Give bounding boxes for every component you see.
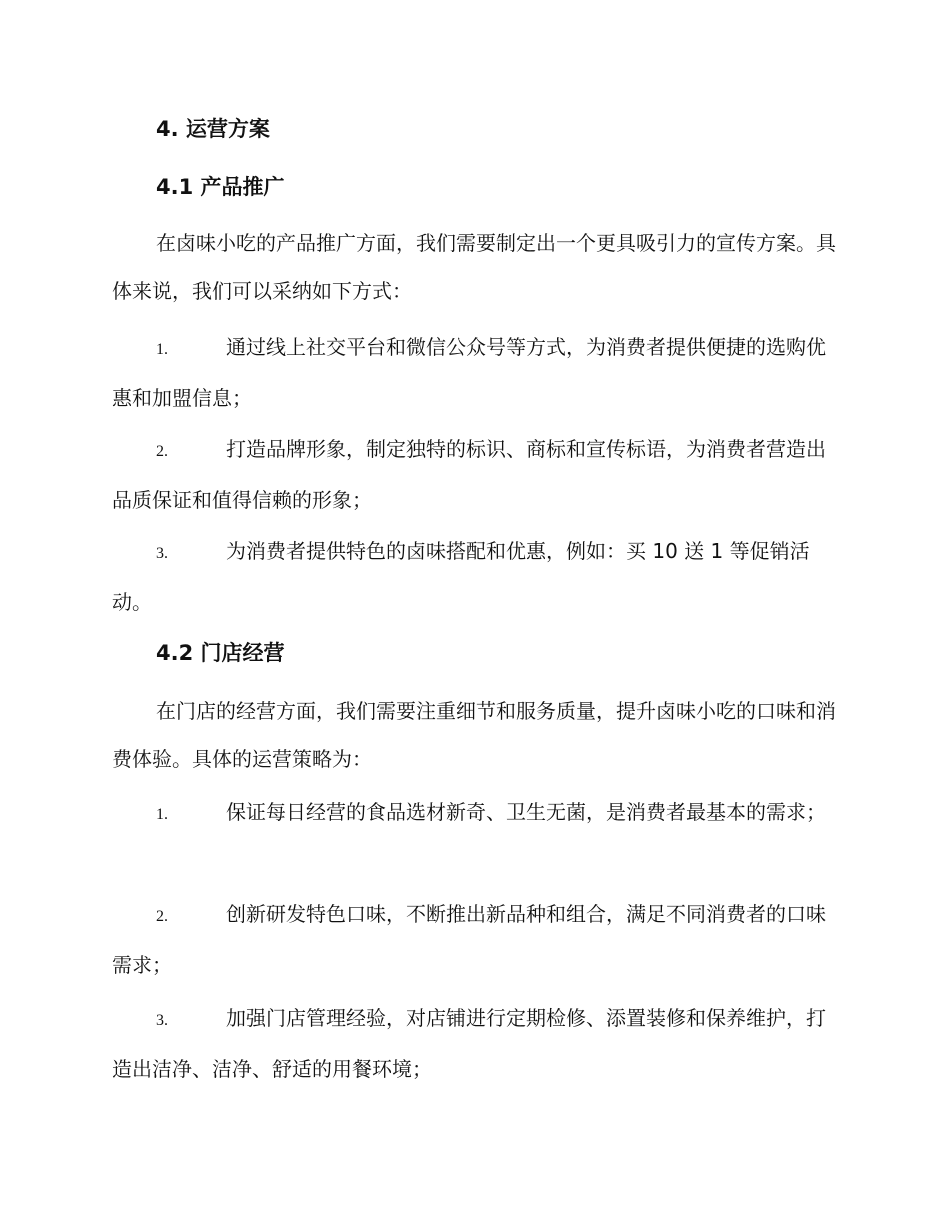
- list-item-text: 创新研发特色口味，不断推出新品种和组合，满足不同消费者的口味需求；: [112, 902, 826, 977]
- list-item: [112, 788, 842, 839]
- list-item-number: 2.: [156, 443, 168, 460]
- section-title: 4. 运营方案: [156, 117, 270, 141]
- list-item-number: 3.: [156, 1012, 168, 1029]
- list-item-number: 1.: [156, 806, 168, 823]
- list-item-text: 加强门店管理经验，对店铺进行定期检修、添置装修和保养维护，打造出洁净、洁净、舒适的用餐环境；: [112, 1006, 826, 1081]
- list-item-number: 3.: [156, 545, 168, 562]
- list-item-text: 通过线上社交平台和微信公众号等方式，为消费者提供便捷的选购优惠和加盟信息；: [112, 335, 826, 410]
- list-item: [112, 425, 842, 524]
- list-item-number: 1.: [156, 341, 168, 358]
- list-item-text: 保证每日经营的食品选材新奇、卫生无菌，是消费者最基本的需求；: [226, 800, 826, 824]
- list-item: [112, 527, 842, 626]
- list-item-number: 2.: [156, 908, 168, 925]
- list-item: [112, 890, 842, 989]
- paragraph-store-operations-intro: 在门店的经营方面，我们需要注重细节和服务质量，提升卤味小吃的口味和消费体验。具体的运营策略为：: [112, 699, 836, 771]
- list-item-text: 打造品牌形象，制定独特的标识、商标和宣传标语，为消费者营造出品质保证和值得信赖的形象；: [112, 437, 826, 512]
- subsection-title-store-operations: 4.2 门店经营: [156, 641, 285, 665]
- list-item: [112, 323, 842, 422]
- list-item: [112, 994, 842, 1093]
- subsection-title-product-promotion: 4.1 产品推广: [156, 175, 285, 199]
- paragraph-product-promotion-intro: 在卤味小吃的产品推广方面，我们需要制定出一个更具吸引力的宣传方案。具体来说，我们可以采纳如下方式：: [112, 231, 836, 303]
- list-item-text: 为消费者提供特色的卤味搭配和优惠，例如：买 10 送 1 等促销活动。: [112, 539, 810, 614]
